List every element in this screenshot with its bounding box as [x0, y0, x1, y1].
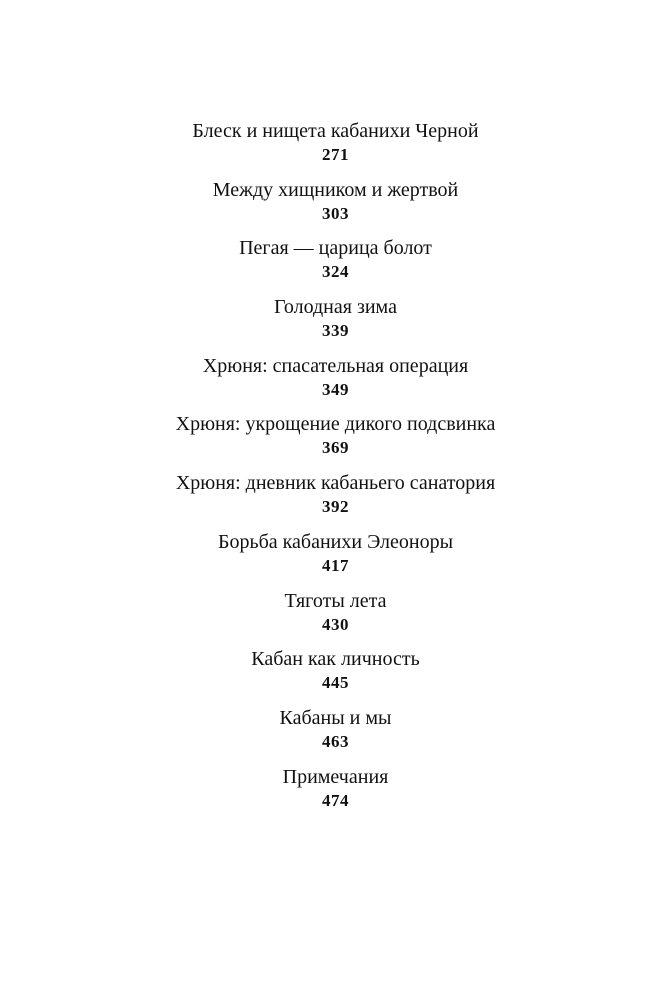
toc-entry	[0, 588, 671, 647]
toc-entry	[0, 470, 671, 529]
toc-entry	[0, 764, 671, 823]
toc-entry	[0, 177, 671, 236]
entry-page-number: 474	[322, 790, 349, 810]
entry-page-number: 463	[322, 731, 349, 751]
entry-title: Кабан как личность	[251, 648, 420, 671]
entry-page-number: 303	[322, 203, 349, 223]
toc-entry	[0, 705, 671, 764]
entry-title: Голодная зима	[274, 296, 397, 319]
toc-entry	[0, 235, 671, 294]
toc-entry	[0, 411, 671, 470]
entry-title: Хрюня: дневник кабаньего санатория	[175, 472, 496, 495]
entry-title: Примечания	[282, 765, 389, 788]
entry-page-number: 417	[322, 555, 349, 575]
toc-entry	[0, 646, 671, 705]
entry-page-number: 339	[322, 321, 349, 341]
entry-page-number: 324	[322, 262, 349, 282]
entry-title: Борьба кабанихи Элеоноры	[217, 530, 454, 553]
table-of-contents	[0, 118, 671, 822]
toc-entry	[0, 118, 671, 177]
toc-entry	[0, 353, 671, 412]
toc-entry	[0, 294, 671, 353]
entry-page-number: 271	[322, 145, 349, 164]
entry-page-number: 349	[322, 379, 349, 399]
toc-entry	[0, 529, 671, 588]
entry-title: Тяготы лета	[284, 589, 387, 612]
entry-page-number: 430	[322, 614, 349, 634]
entry-title: Между хищником и жертвой	[212, 178, 459, 201]
entry-title: Блеск и нищета кабанихи Черной	[192, 120, 479, 142]
entry-page-number: 369	[322, 438, 349, 458]
entry-page-number: 445	[322, 673, 349, 693]
entry-page-number: 392	[322, 497, 349, 517]
entry-title: Хрюня: укрощение дикого подсвинка	[175, 413, 496, 436]
entry-title: Хрюня: спасательная операция	[202, 354, 469, 377]
entry-title: Кабаны и мы	[279, 706, 392, 729]
entry-title: Пегая — царица болот	[239, 237, 432, 260]
